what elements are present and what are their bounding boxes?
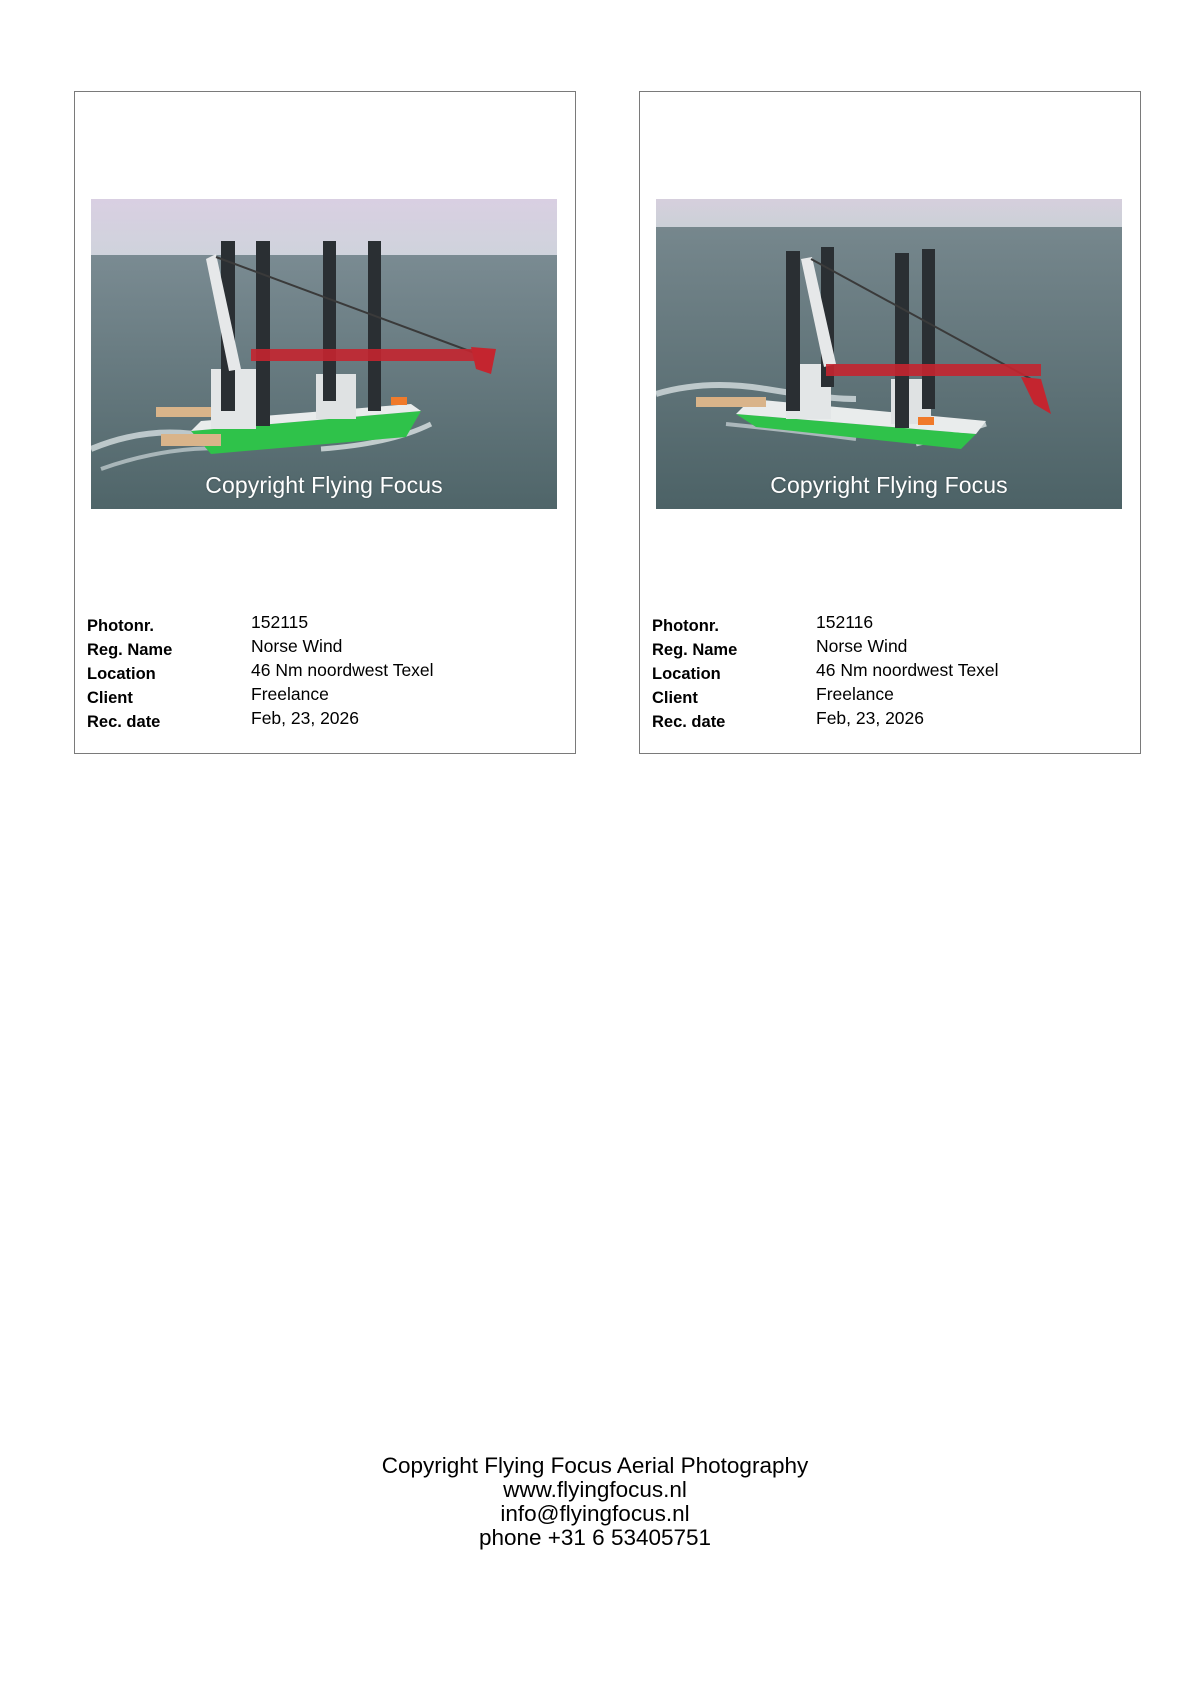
photo-card-152116 [639, 91, 1141, 754]
detail-row-location [652, 660, 1132, 684]
photo-details [652, 612, 1132, 732]
rec-date-label: Rec. date [652, 712, 726, 731]
rec-date-label: Rec. date [87, 712, 161, 731]
photo-watermark: Copyright Flying Focus [770, 472, 1008, 498]
photonr-value: 152116 [816, 612, 874, 632]
detail-row-reg-name [87, 636, 567, 660]
photonr-label: Photonr. [652, 616, 719, 635]
detail-row-rec-date [652, 708, 1132, 732]
vessel-photo [91, 199, 557, 509]
detail-row-photonr [87, 612, 567, 636]
copyright-footer [0, 1454, 1190, 1550]
rec-date-value: Feb, 23, 2026 [251, 708, 359, 728]
detail-row-client [652, 684, 1132, 708]
client-value: Freelance [816, 684, 894, 704]
footer-phone-line: phone +31 6 53405751 [478, 1525, 712, 1550]
vessel-photo-image [91, 199, 557, 509]
footer-email-link[interactable]: info@flyingfocus.nl [500, 1501, 690, 1526]
client-label: Client [652, 688, 698, 707]
reg-name-label: Reg. Name [87, 640, 173, 659]
detail-row-photonr [652, 612, 1132, 636]
location-label: Location [87, 664, 156, 683]
client-label: Client [87, 688, 133, 707]
rec-date-value: Feb, 23, 2026 [816, 708, 924, 728]
reg-name-value: Norse Wind [816, 636, 908, 656]
detail-row-location [87, 660, 567, 684]
footer-website-link[interactable]: www.flyingfocus.nl [503, 1477, 687, 1502]
location-value: 46 Nm noordwest Texel [251, 660, 434, 680]
vessel-photo [656, 199, 1122, 509]
photonr-value: 152115 [251, 612, 309, 632]
reg-name-label: Reg. Name [652, 640, 738, 659]
photo-card-152115 [74, 91, 576, 754]
reg-name-value: Norse Wind [251, 636, 343, 656]
detail-row-reg-name [652, 636, 1132, 660]
location-value: 46 Nm noordwest Texel [816, 660, 999, 680]
detail-row-client [87, 684, 567, 708]
footer-copyright-line: Copyright Flying Focus Aerial Photography [381, 1453, 809, 1478]
location-label: Location [652, 664, 721, 683]
client-value: Freelance [251, 684, 329, 704]
photonr-label: Photonr. [87, 616, 154, 635]
vessel-photo-image [656, 199, 1122, 509]
photo-watermark: Copyright Flying Focus [205, 472, 443, 498]
photo-details [87, 612, 567, 732]
detail-row-rec-date [87, 708, 567, 732]
